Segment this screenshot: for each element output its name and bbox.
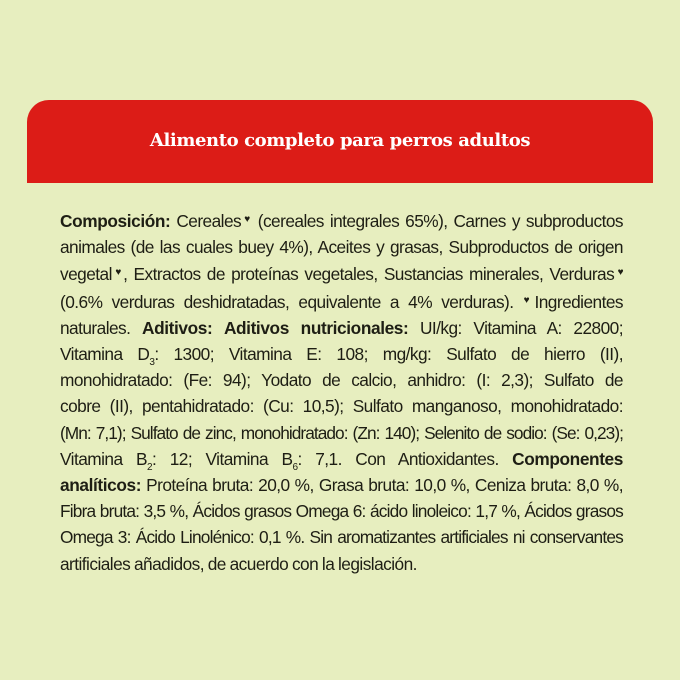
composition-line-4: (0.6% verduras deshidratadas, equivalente a 4% verduras). ♥Ingredientes: [60, 291, 623, 312]
additives-line-2: Vitamina $D_3$: 1300; Vitamina E: 108; mg/kg: Sulfato de hierro (II),: [60, 344, 623, 369]
composition-label: Composición:: [60, 211, 171, 231]
composition-line-1: Composición: Cereales♥ (cereales integrales 65%), Carnes y subproductos: [60, 211, 623, 231]
page-title: Alimento completo para perros adultos: [149, 130, 531, 151]
composition-line-3: vegetal♥, Extractos de proteínas vegetales, Sustancias minerales, Verduras♥: [60, 264, 623, 285]
additives-line-5: (Mn: 7,1); Sulfato de zinc, monohidratado: (Zn: 140); Selenito de sodio: (Se: 0,23);: [60, 422, 623, 443]
composition-line-2: animales (de las cuales buey 4%), Aceites y grasas, Subproductos de origen: [60, 237, 623, 258]
analytical-line-4: artificiales añadidos, de acuerdo con la legislación.: [60, 553, 417, 574]
heart-icon: ♥: [523, 294, 535, 306]
ingredients-text: [60, 207, 623, 577]
header-banner: [27, 100, 653, 183]
heart-icon: ♥: [112, 267, 124, 279]
additives-line-3: monohidratado: (Fe: 94); Yodato de calcio, anhidro: (I: 2,3); Sulfato de: [60, 370, 623, 391]
additives-line-6: Vitamina $B_2$: 12; Vitamina $B_6$: 7,1. Con Antioxidantes. Componentes: [60, 448, 623, 473]
analytical-line-3: Omega 3: Ácido Linolénico: 0,1 %. Sin aromatizantes artificiales ni conservantes: [60, 527, 623, 548]
additives-label: Aditivos:: [142, 317, 213, 338]
analytical-label: Componentes: [512, 448, 623, 469]
additives-line-1: naturales. Aditivos: Aditivos nutricionales: UI/kg: Vitamina A: 22800;: [60, 317, 623, 338]
analytical-line-1: analíticos: Proteína bruta: 20,0 %, Grasa bruta: 10,0 %, Ceniza bruta: 8,0 %,: [60, 475, 623, 496]
additives-line-4: cobre (II), pentahidratado: (Cu: 10,5); Sulfato manganoso, monohidratado:: [60, 396, 623, 417]
heart-icon: ♥: [242, 214, 252, 225]
heart-icon: ♥: [615, 267, 623, 279]
analytical-line-2: Fibra bruta: 3,5 %, Ácidos grasos Omega 6: ácido linoleico: 1,7 %, Ácidos grasos: [60, 501, 623, 522]
nutritional-additives-label: Aditivos nutricionales:: [223, 317, 409, 338]
